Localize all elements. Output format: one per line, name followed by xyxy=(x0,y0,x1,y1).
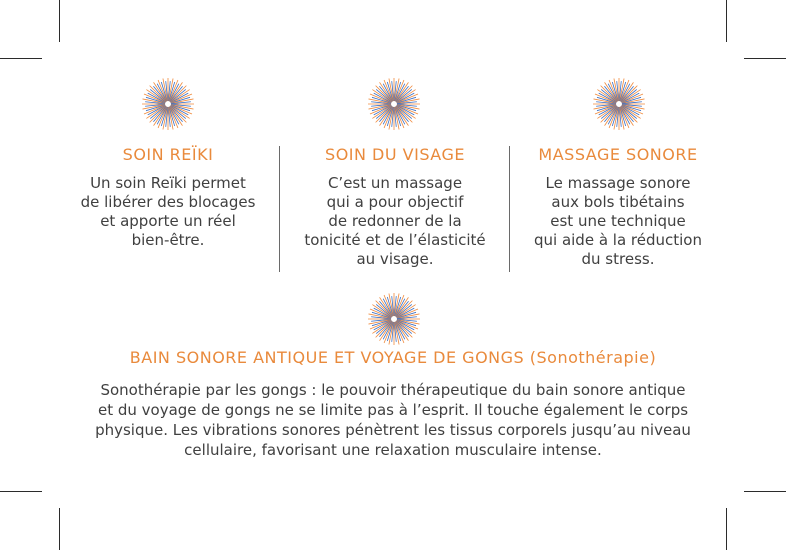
service-title: SOIN DU VISAGE xyxy=(325,145,465,164)
sunburst-graphic xyxy=(367,292,421,346)
service-description: C’est un massage qui a pour objectif de redonner de la tonicité et de l’élasticité au visage. xyxy=(304,174,486,268)
service-visage xyxy=(290,145,500,269)
sunburst-icon xyxy=(141,77,195,131)
column-divider xyxy=(279,146,280,272)
crop-mark xyxy=(0,491,42,492)
sunburst-graphic xyxy=(367,77,421,131)
feature-description: Sonothérapie par les gongs : le pouvoir thérapeutique du bain sonore antique et du voyage de gongs ne se limite pas à l’esprit. Il touche également le corps physique. Les vibrations sonores pénètrent les tissus corporels jusqu’au niveau cellulaire, favorisant une relaxation musculaire intense. xyxy=(95,381,691,459)
column-divider xyxy=(509,146,510,272)
feature-title: BAIN SONORE ANTIQUE ET VOYAGE DE GONGS (Sonothérapie) xyxy=(129,348,657,367)
crop-mark xyxy=(59,508,60,550)
service-reiki xyxy=(68,145,268,250)
crop-mark xyxy=(744,58,786,59)
service-massage-sonore xyxy=(520,145,716,269)
service-title: SOIN REÏKI xyxy=(122,145,214,164)
service-description: Un soin Reïki permet de libérer des blocages et apporte un réel bien-être. xyxy=(80,174,256,249)
sunburst-graphic xyxy=(592,77,646,131)
service-title: MASSAGE SONORE xyxy=(538,145,698,164)
crop-mark xyxy=(0,58,42,59)
service-description: Le massage sonore aux bols tibétains est une technique qui aide à la réduction du stress. xyxy=(533,174,702,268)
crop-mark xyxy=(726,0,727,42)
sunburst-icon xyxy=(367,292,421,346)
crop-mark xyxy=(726,508,727,550)
crop-mark xyxy=(744,491,786,492)
sunburst-graphic xyxy=(141,77,195,131)
crop-mark xyxy=(59,0,60,42)
sunburst-icon xyxy=(592,77,646,131)
sunburst-icon xyxy=(367,77,421,131)
